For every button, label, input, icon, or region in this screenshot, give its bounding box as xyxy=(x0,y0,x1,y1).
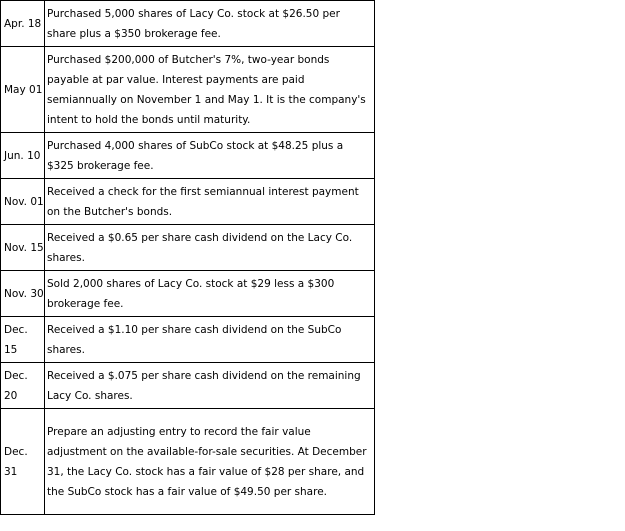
transaction-description: Purchased $200,000 of Butcher's 7%, two-year bonds payable at par value. Interest payments are paid semiannually on November 1 and May 1. It is the company's intent to hold the bonds until maturity. xyxy=(45,47,375,133)
transaction-date: Nov. 01 xyxy=(1,179,45,225)
transaction-description: Purchased 4,000 shares of SubCo stock at $48.25 plus a $325 brokerage fee. xyxy=(45,133,375,179)
transaction-description: Received a $0.65 per share cash dividend on the Lacy Co. shares. xyxy=(45,225,375,271)
transaction-description: Sold 2,000 shares of Lacy Co. stock at $29 less a $300 brokerage fee. xyxy=(45,271,375,317)
table-row xyxy=(1,409,375,515)
table-row xyxy=(1,47,375,133)
transaction-description: Prepare an adjusting entry to record the fair value adjustment on the available-for-sale securities. At December 31, the Lacy Co. stock has a fair value of $28 per share, and the SubCo stock has a fair value of $49.50 per share. xyxy=(45,409,375,515)
table-row xyxy=(1,133,375,179)
transaction-date: Dec. 31 xyxy=(1,409,45,515)
transaction-date: Dec. 20 xyxy=(1,363,45,409)
table-row xyxy=(1,179,375,225)
transaction-date: Jun. 10 xyxy=(1,133,45,179)
transaction-description: Purchased 5,000 shares of Lacy Co. stock at $26.50 per share plus a $350 brokerage fee. xyxy=(45,1,375,47)
transaction-description: Received a $1.10 per share cash dividend on the SubCo shares. xyxy=(45,317,375,363)
transaction-date: May 01 xyxy=(1,47,45,133)
transaction-date: Nov. 30 xyxy=(1,271,45,317)
transaction-date: Nov. 15 xyxy=(1,225,45,271)
table-row xyxy=(1,363,375,409)
table-row xyxy=(1,1,375,47)
table-row xyxy=(1,225,375,271)
transaction-date: Dec. 15 xyxy=(1,317,45,363)
table-row xyxy=(1,317,375,363)
transaction-description: Received a $.075 per share cash dividend on the remaining Lacy Co. shares. xyxy=(45,363,375,409)
transaction-description: Received a check for the first semiannual interest payment on the Butcher's bonds. xyxy=(45,179,375,225)
table-row xyxy=(1,271,375,317)
transaction-date: Apr. 18 xyxy=(1,1,45,47)
